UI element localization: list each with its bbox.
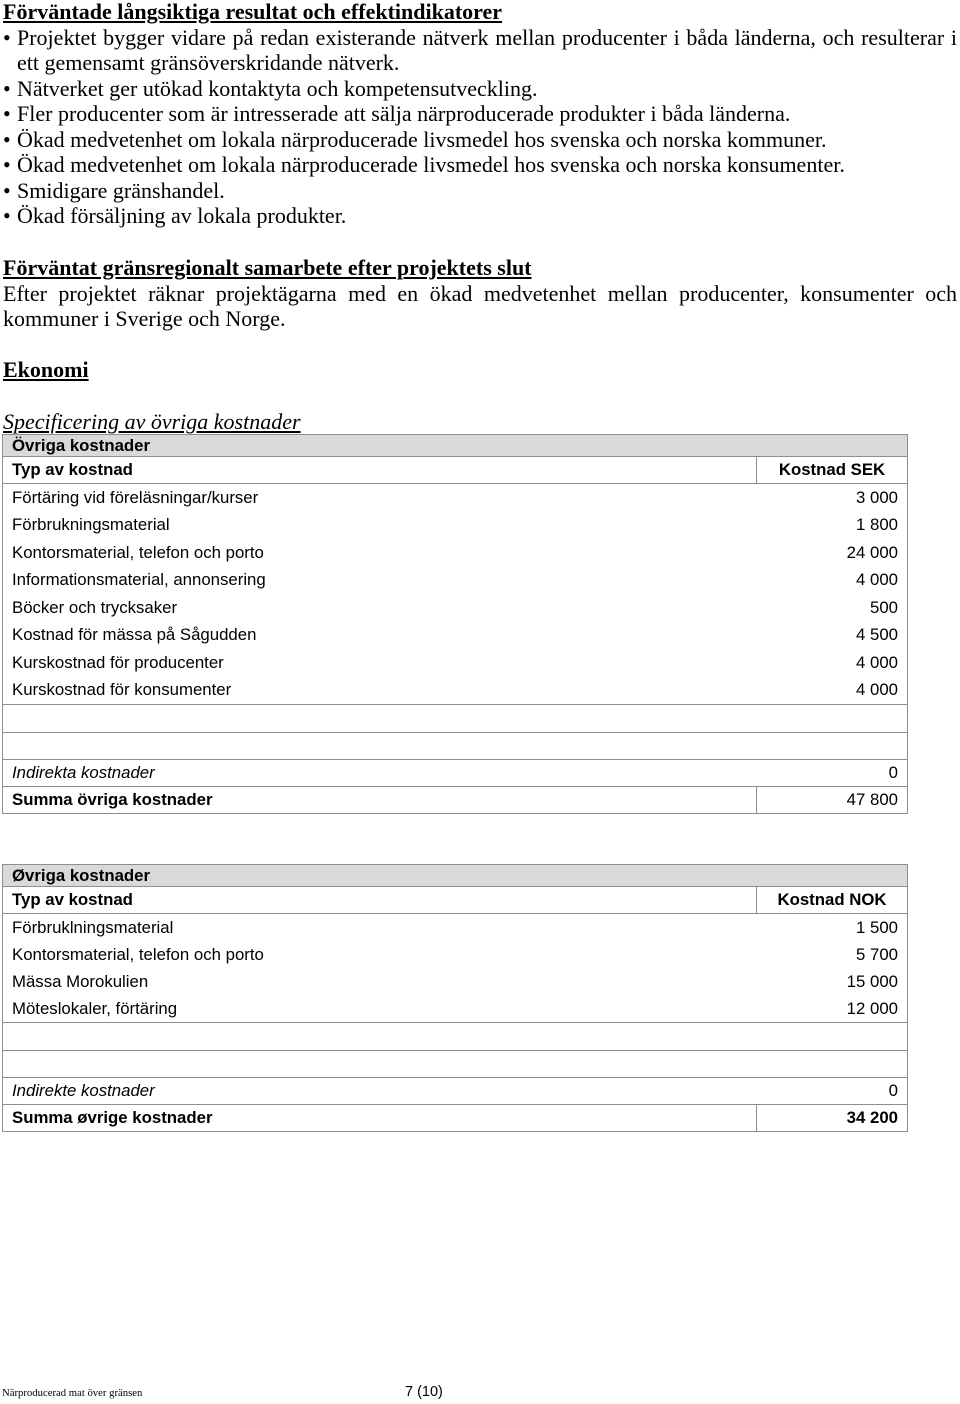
row-label: Förbruklningsmaterial bbox=[12, 917, 174, 937]
bullet-icon bbox=[3, 101, 11, 127]
row-label: Förtäring vid föreläsningar/kurser bbox=[12, 487, 259, 507]
row-label: Kurskostnad för producenter bbox=[12, 652, 224, 672]
row-label: Mässa Morokulien bbox=[12, 971, 149, 991]
bullet-text: Projektet bygger vidare på redan existerande nätverk mellan producenter i båda länderna, och resulterar i ett gemensamt gränsöverskridande nätverk. bbox=[17, 24, 957, 75]
results-bullet-list bbox=[3, 25, 957, 229]
table-title-row bbox=[3, 865, 907, 887]
bullet-item bbox=[3, 76, 957, 102]
row-value: 4 000 bbox=[856, 680, 898, 700]
row-value: 1 800 bbox=[856, 515, 898, 535]
bullet-text: Ökad försäljning av lokala produkter. bbox=[17, 203, 347, 228]
cooperation-heading: Förväntat gränsregionalt samarbete efter projektets slut bbox=[3, 255, 532, 280]
bullet-icon bbox=[3, 178, 11, 204]
row-value: 4 000 bbox=[856, 652, 898, 672]
row-value: 4 500 bbox=[856, 625, 898, 645]
table-row bbox=[3, 484, 907, 512]
row-value: 5 700 bbox=[856, 944, 898, 964]
empty-row bbox=[3, 732, 907, 760]
bullet-item bbox=[3, 127, 957, 153]
total-label: Summa øvrige kostnader bbox=[12, 1108, 213, 1127]
row-value: 12 000 bbox=[846, 998, 898, 1018]
bullet-icon bbox=[3, 203, 11, 229]
bullet-icon bbox=[3, 127, 11, 153]
bullet-item bbox=[3, 101, 957, 127]
column-header-type: Typ av kostnad bbox=[12, 460, 133, 479]
footer-document-title: Närproducerad mat över gränsen bbox=[2, 1387, 143, 1399]
cooperation-paragraph: Efter projektet räknar projektägarna med en ökad medvetenhet mellan producenter, konsumenter och kommuner i Sverige och Norge. bbox=[3, 280, 957, 331]
table-row bbox=[3, 594, 907, 622]
row-label: Informationsmaterial, annonsering bbox=[12, 570, 266, 590]
economy-heading: Ekonomi bbox=[3, 357, 89, 382]
indirect-costs-row bbox=[3, 1077, 907, 1104]
row-value: 1 500 bbox=[856, 917, 898, 937]
bullet-item bbox=[3, 152, 957, 178]
table-title: Övriga kostnader bbox=[12, 435, 151, 455]
total-row bbox=[3, 1104, 907, 1131]
bullet-item bbox=[3, 203, 957, 229]
results-section bbox=[3, 0, 957, 229]
results-heading: Förväntade långsiktiga resultat och effektindikatorer bbox=[3, 0, 503, 24]
footer-page-number: 7 (10) bbox=[405, 1384, 443, 1400]
bullet-icon bbox=[3, 25, 11, 51]
row-label: Kontorsmaterial, telefon och porto bbox=[12, 542, 264, 562]
table-header-row bbox=[3, 887, 907, 914]
table-row bbox=[3, 539, 907, 567]
row-label: Kurskostnad för konsumenter bbox=[12, 680, 232, 700]
bullet-text: Nätverket ger utökad kontaktyta och kompetensutveckling. bbox=[17, 75, 538, 101]
row-label: Kostnad för mässa på Sågudden bbox=[12, 625, 257, 645]
economy-section bbox=[3, 357, 957, 383]
indirect-costs-row bbox=[3, 759, 907, 786]
empty-row bbox=[3, 704, 907, 732]
cooperation-section bbox=[3, 255, 957, 332]
cost-table-sek bbox=[2, 434, 908, 814]
total-label: Summa övriga kostnader bbox=[12, 790, 213, 809]
table-title: Øvriga kostnader bbox=[12, 865, 151, 885]
table-row bbox=[3, 968, 907, 995]
indirect-costs-label: Indirekte kostnader bbox=[12, 1081, 155, 1100]
economy-subsection bbox=[3, 409, 957, 435]
bullet-item bbox=[3, 178, 957, 204]
table-title-row bbox=[3, 435, 907, 457]
empty-row bbox=[3, 1050, 907, 1078]
table-header-row bbox=[3, 457, 907, 484]
total-value: 47 800 bbox=[756, 787, 907, 813]
bullet-item bbox=[3, 25, 957, 76]
row-label: Möteslokaler, förtäring bbox=[12, 998, 178, 1018]
row-label: Böcker och trycksaker bbox=[12, 597, 178, 617]
bullet-text: Ökad medvetenhet om lokala närproducerade livsmedel hos svenska och norska konsumenter. bbox=[17, 152, 845, 177]
row-value: 15 000 bbox=[846, 971, 898, 991]
table-row bbox=[3, 995, 907, 1022]
total-row bbox=[3, 786, 907, 813]
table-row bbox=[3, 622, 907, 650]
table-row bbox=[3, 677, 907, 705]
empty-row bbox=[3, 1022, 907, 1050]
economy-subheading: Specificering av övriga kostnader bbox=[3, 409, 301, 434]
column-header-cost: Kostnad SEK bbox=[756, 457, 907, 483]
table-row bbox=[3, 941, 907, 968]
table-row bbox=[3, 512, 907, 540]
row-value: 3 000 bbox=[856, 487, 898, 507]
bullet-text: Ökad medvetenhet om lokala närproducerade livsmedel hos svenska och norska kommuner. bbox=[17, 126, 827, 152]
bullet-text: Fler producenter som är intresserade att sälja närproducerade produkter i båda länderna. bbox=[17, 101, 791, 126]
row-value: 4 000 bbox=[856, 570, 898, 590]
row-label: Kontorsmaterial, telefon och porto bbox=[12, 944, 264, 964]
row-label: Förbrukningsmaterial bbox=[12, 515, 170, 535]
table-row bbox=[3, 649, 907, 677]
cost-table-nok bbox=[2, 864, 908, 1132]
indirect-costs-label: Indirekta kostnader bbox=[12, 763, 155, 782]
row-value: 24 000 bbox=[846, 542, 898, 562]
column-header-cost: Kostnad NOK bbox=[756, 887, 907, 913]
bullet-icon bbox=[3, 76, 11, 102]
bullet-text: Smidigare gränshandel. bbox=[17, 177, 225, 203]
table-row bbox=[3, 567, 907, 595]
indirect-costs-value: 0 bbox=[888, 763, 898, 782]
table-row bbox=[3, 914, 907, 941]
row-value: 500 bbox=[870, 597, 898, 617]
column-header-type: Typ av kostnad bbox=[12, 890, 133, 909]
total-value: 34 200 bbox=[756, 1105, 907, 1131]
indirect-costs-value: 0 bbox=[888, 1081, 898, 1100]
bullet-icon bbox=[3, 152, 11, 178]
